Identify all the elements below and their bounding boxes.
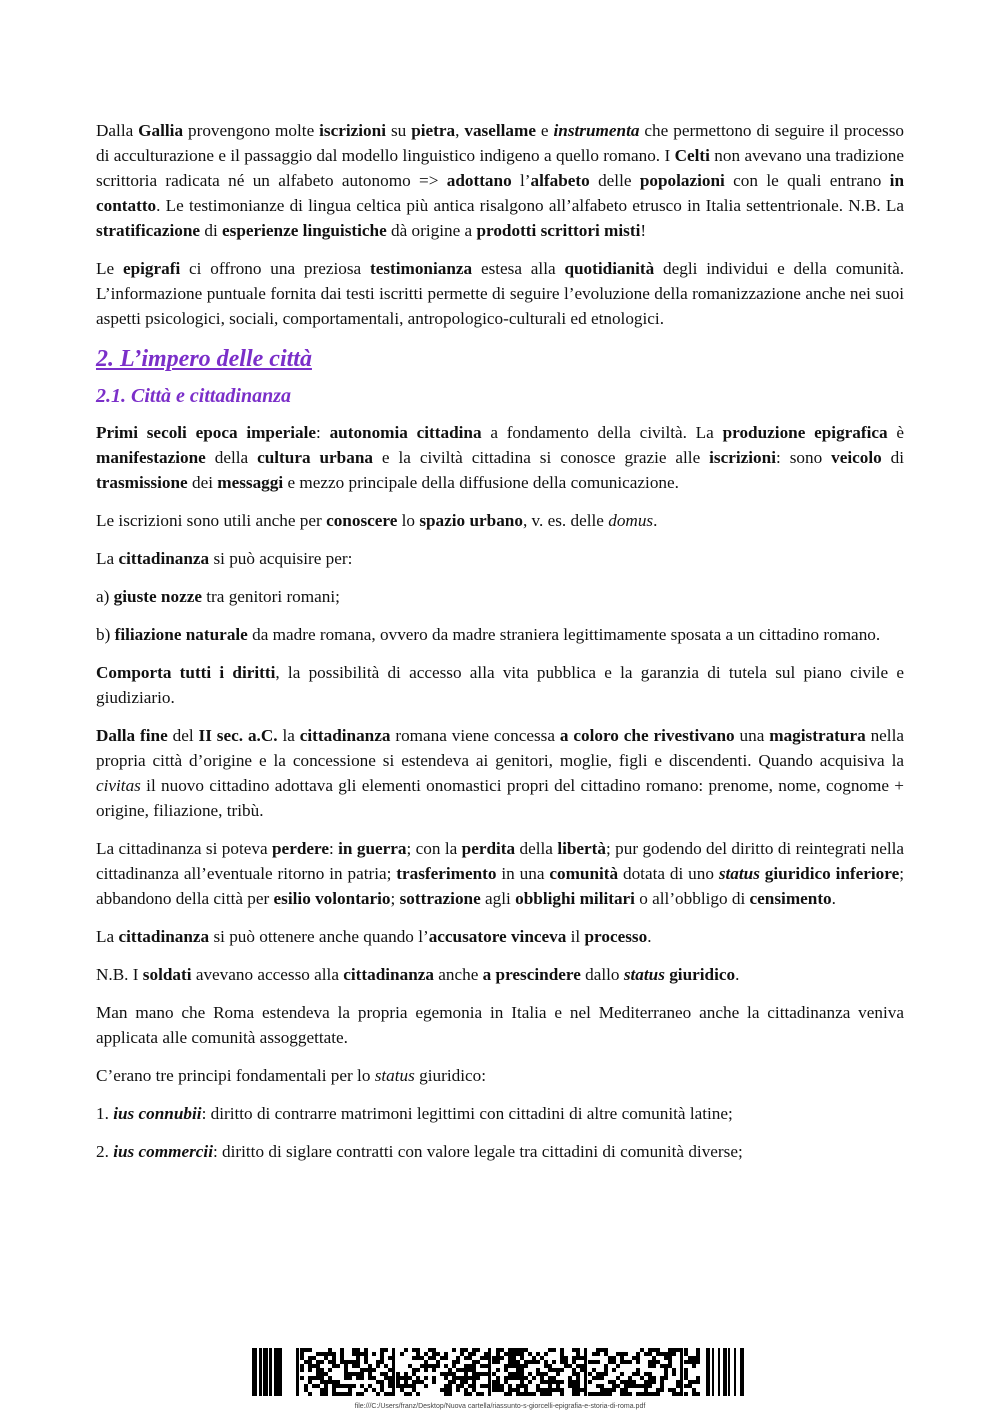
text-run: non avevano una tradizione scrittoria radicata né un alfabeto autonomo =>	[96, 146, 905, 190]
text-run: una	[734, 726, 770, 745]
text-run: ; con la	[406, 839, 462, 858]
text-run: trasferimento	[396, 864, 497, 883]
text-run: ,	[455, 121, 465, 140]
text-run: trasmissione	[96, 473, 188, 492]
text-run: il	[566, 927, 585, 946]
text-run: dei	[187, 473, 218, 492]
text-run: di	[881, 448, 905, 467]
text-run: testimonianza	[369, 259, 473, 278]
text-run: in guerra	[338, 839, 407, 858]
text-run: a fondamento della civiltà. La	[481, 423, 723, 442]
text-run: si può acquisire per:	[209, 549, 353, 568]
text-run: e mezzo principale della diffusione della comunicazione.	[283, 473, 679, 492]
text-run: cittadinanza	[343, 965, 434, 984]
text-run: e la civiltà cittadina si conosce grazie alle	[372, 448, 710, 467]
text-run: ; pur godendo del diritto di reintegrati nella cittadinanza all’eventuale ritorno in patria;	[96, 839, 905, 883]
paragraph	[96, 723, 904, 823]
text-run: conoscere	[326, 511, 398, 530]
text-run: .	[647, 927, 652, 946]
paragraph	[96, 836, 904, 911]
text-run: cultura urbana	[257, 448, 373, 467]
text-run: Le iscrizioni sono utili anche per	[96, 511, 327, 530]
text-run: spazio urbano	[419, 511, 523, 530]
text-run: dà origine a	[386, 221, 477, 240]
text-run: .	[735, 965, 740, 984]
page-footer	[0, 1348, 1000, 1411]
text-run: libertà	[557, 839, 606, 858]
paragraph	[96, 508, 904, 533]
section-heading	[96, 344, 904, 374]
text-run: esilio volontario	[273, 889, 391, 908]
text-run: giuridico inferiore	[759, 864, 900, 883]
text-run: veicolo	[831, 448, 882, 467]
text-run: autonomia cittadina	[329, 423, 482, 442]
paragraph	[96, 924, 904, 949]
text-run: II sec. a.C.	[198, 726, 278, 745]
text-run: giuridico:	[414, 1066, 486, 1085]
text-run: soldati	[142, 965, 192, 984]
paragraph	[96, 420, 904, 495]
text-run: La	[96, 549, 119, 568]
text-run: in contatto	[96, 171, 905, 215]
text-run: Le	[96, 259, 123, 278]
text-run: accusatore vinceva	[428, 927, 567, 946]
text-run: popolazioni	[639, 171, 725, 190]
paragraph	[96, 962, 904, 987]
text-run: cittadinanza	[118, 927, 210, 946]
text-run: perdere	[272, 839, 329, 858]
text-run: a coloro che rivestivano	[559, 726, 735, 745]
text-run: ius connubii	[113, 1104, 202, 1123]
text-run: ; abbandono della città per	[96, 864, 905, 908]
text-run: messaggi	[217, 473, 284, 492]
text-run: in una	[496, 864, 550, 883]
paragraph	[96, 1101, 904, 1126]
text-run: N.B. I	[96, 965, 143, 984]
text-run: Primi secoli epoca imperiale	[96, 423, 317, 442]
paragraph	[96, 622, 904, 647]
text-run: magistratura	[769, 726, 866, 745]
text-run: o all’obbligo di	[634, 889, 750, 908]
text-run: con le quali entrano	[724, 171, 890, 190]
text-run: tra genitori romani;	[201, 587, 340, 606]
text-run: obblighi militari	[515, 889, 635, 908]
text-run: ius commercii	[113, 1142, 213, 1161]
text-run: La	[96, 927, 119, 946]
text-run: del	[167, 726, 199, 745]
text-run: 2.	[96, 1142, 114, 1161]
text-run: status	[623, 965, 665, 984]
paragraph	[96, 118, 904, 243]
text-run: cittadinanza	[118, 549, 210, 568]
text-run: status	[374, 1066, 415, 1085]
text-run: ci offrono una preziosa	[180, 259, 370, 278]
text-run: da madre romana, ovvero da madre straniera legittimamente sposata a un cittadino romano.	[247, 625, 881, 644]
text-run: Celti	[674, 146, 710, 165]
text-run: comunità	[549, 864, 619, 883]
text-run: C’erano tre principi fondamentali per lo	[96, 1066, 375, 1085]
text-run: della	[205, 448, 258, 467]
text-run: delle	[589, 171, 640, 190]
text-run: 1.	[96, 1104, 114, 1123]
text-run: filiazione naturale	[114, 625, 248, 644]
text-run: 2. L’impero delle città	[96, 346, 312, 372]
text-run: sottrazione	[399, 889, 481, 908]
text-run: . Le testimonianze di lingua celtica più antica risalgono all’alfabeto etrusco in Italia settentrionale. N.B. La	[156, 196, 904, 215]
paragraph	[96, 1000, 904, 1050]
text-run: processo	[584, 927, 648, 946]
text-run: prodotti scrittori misti	[476, 221, 641, 240]
text-run: , v. es. delle	[522, 511, 609, 530]
text-run: degli individui e della comunità. L’informazione puntuale fornita dai testi iscritti permette di seguire l’evoluzione della romanizzazione anche nei suoi aspetti psicologici, sociali, comportamentali, antropologico-culturali ed etnologici.	[96, 259, 904, 328]
text-run: dallo	[580, 965, 624, 984]
text-run: si può ottenere anche quando l’	[209, 927, 429, 946]
text-run: iscrizioni	[319, 121, 386, 140]
text-run: : diritto di siglare contratti con valore legale tra cittadini di comunità diverse;	[212, 1142, 743, 1161]
text-run: a prescindere	[482, 965, 581, 984]
paragraph	[96, 1063, 904, 1088]
text-run: , la possibilità di accesso alla vita pubblica e la garanzia di tutela sul piano civile e giudiziario.	[96, 663, 905, 707]
text-run: domus	[608, 511, 654, 530]
text-run: censimento	[749, 889, 832, 908]
text-run: civitas	[96, 776, 141, 795]
text-run: provengono molte	[183, 121, 320, 140]
text-run: agli	[480, 889, 516, 908]
paragraph	[96, 660, 904, 710]
text-run: .	[831, 889, 836, 908]
document-body	[96, 118, 904, 1177]
text-run: dotata di uno	[618, 864, 719, 883]
text-run: manifestazione	[96, 448, 206, 467]
text-run: della	[515, 839, 558, 858]
text-run: l’	[511, 171, 531, 190]
text-run: è	[887, 423, 904, 442]
paragraph	[96, 546, 904, 571]
text-run: di	[200, 221, 223, 240]
text-run: stratificazione	[96, 221, 201, 240]
text-run: :	[328, 839, 339, 858]
text-run: lo	[397, 511, 420, 530]
text-run: epigrafi	[122, 259, 181, 278]
paragraph	[96, 256, 904, 331]
text-run: instrumenta	[553, 121, 640, 140]
text-run: 2.1. Città e cittadinanza	[96, 385, 292, 407]
text-run: giuste nozze	[113, 587, 202, 606]
text-run: : sono	[776, 448, 832, 467]
text-run: Man mano che Roma estendeva la propria egemonia in Italia e nel Mediterraneo anche la cittadinanza veniva applicata alle comunità assoggettate.	[96, 1003, 904, 1047]
footer-file-path: file:///C:/Users/franz/Desktop/Nuova cartella/riassunto-s-giorcelli-epigrafia-e-storia-di-roma.pdf	[354, 1403, 646, 1410]
text-run: Dalla fine	[96, 726, 168, 745]
text-run: il nuovo cittadino adottava gli elementi onomastici propri del cittadino romano: prenome, nome, cognome + origine, filiazione, tribù.	[96, 776, 904, 820]
text-run: Dalla	[96, 121, 139, 140]
text-run: avevano accesso alla	[191, 965, 344, 984]
barcode-image	[252, 1348, 748, 1396]
paragraph	[96, 1139, 904, 1164]
text-run: Comporta tutti i diritti	[96, 663, 276, 682]
text-run: .	[653, 511, 658, 530]
text-run: !	[640, 221, 647, 240]
text-run: la	[277, 726, 300, 745]
text-run: romana viene concessa	[390, 726, 560, 745]
text-run: nella propria città d’origine e la concessione si estendeva ai genitori, moglie, figli e discendenti. Quando acquisiva la	[96, 726, 904, 770]
text-run: produzione epigrafica	[722, 423, 888, 442]
text-run: che permettono di seguire il processo di acculturazione e il passaggio dal modello linguistico indigeno a quello romano. I	[96, 121, 904, 165]
text-run: alfabeto	[530, 171, 590, 190]
text-run: cittadinanza	[299, 726, 391, 745]
text-run: : diritto di contrarre matrimoni legittimi con cittadini di altre comunità latine;	[201, 1104, 733, 1123]
subsection-heading	[96, 382, 904, 410]
text-run: La cittadinanza si poteva	[96, 839, 272, 858]
text-run: estesa alla	[472, 259, 565, 278]
text-run: esperienze linguistiche	[222, 221, 387, 240]
text-run: vasellame	[464, 121, 536, 140]
text-run: adottano	[446, 171, 512, 190]
text-run: quotidianità	[564, 259, 655, 278]
text-run: a)	[96, 587, 114, 606]
text-run: iscrizioni	[709, 448, 776, 467]
text-run: anche	[433, 965, 483, 984]
text-run: su	[386, 121, 412, 140]
text-run: Gallia	[138, 121, 184, 140]
text-run: status	[718, 864, 760, 883]
text-run: perdita	[461, 839, 516, 858]
text-run: :	[316, 423, 330, 442]
text-run: giuridico	[664, 965, 736, 984]
text-run: ;	[390, 889, 400, 908]
text-run: pietra	[411, 121, 456, 140]
text-run: b)	[96, 625, 115, 644]
text-run: e	[535, 121, 554, 140]
paragraph	[96, 584, 904, 609]
